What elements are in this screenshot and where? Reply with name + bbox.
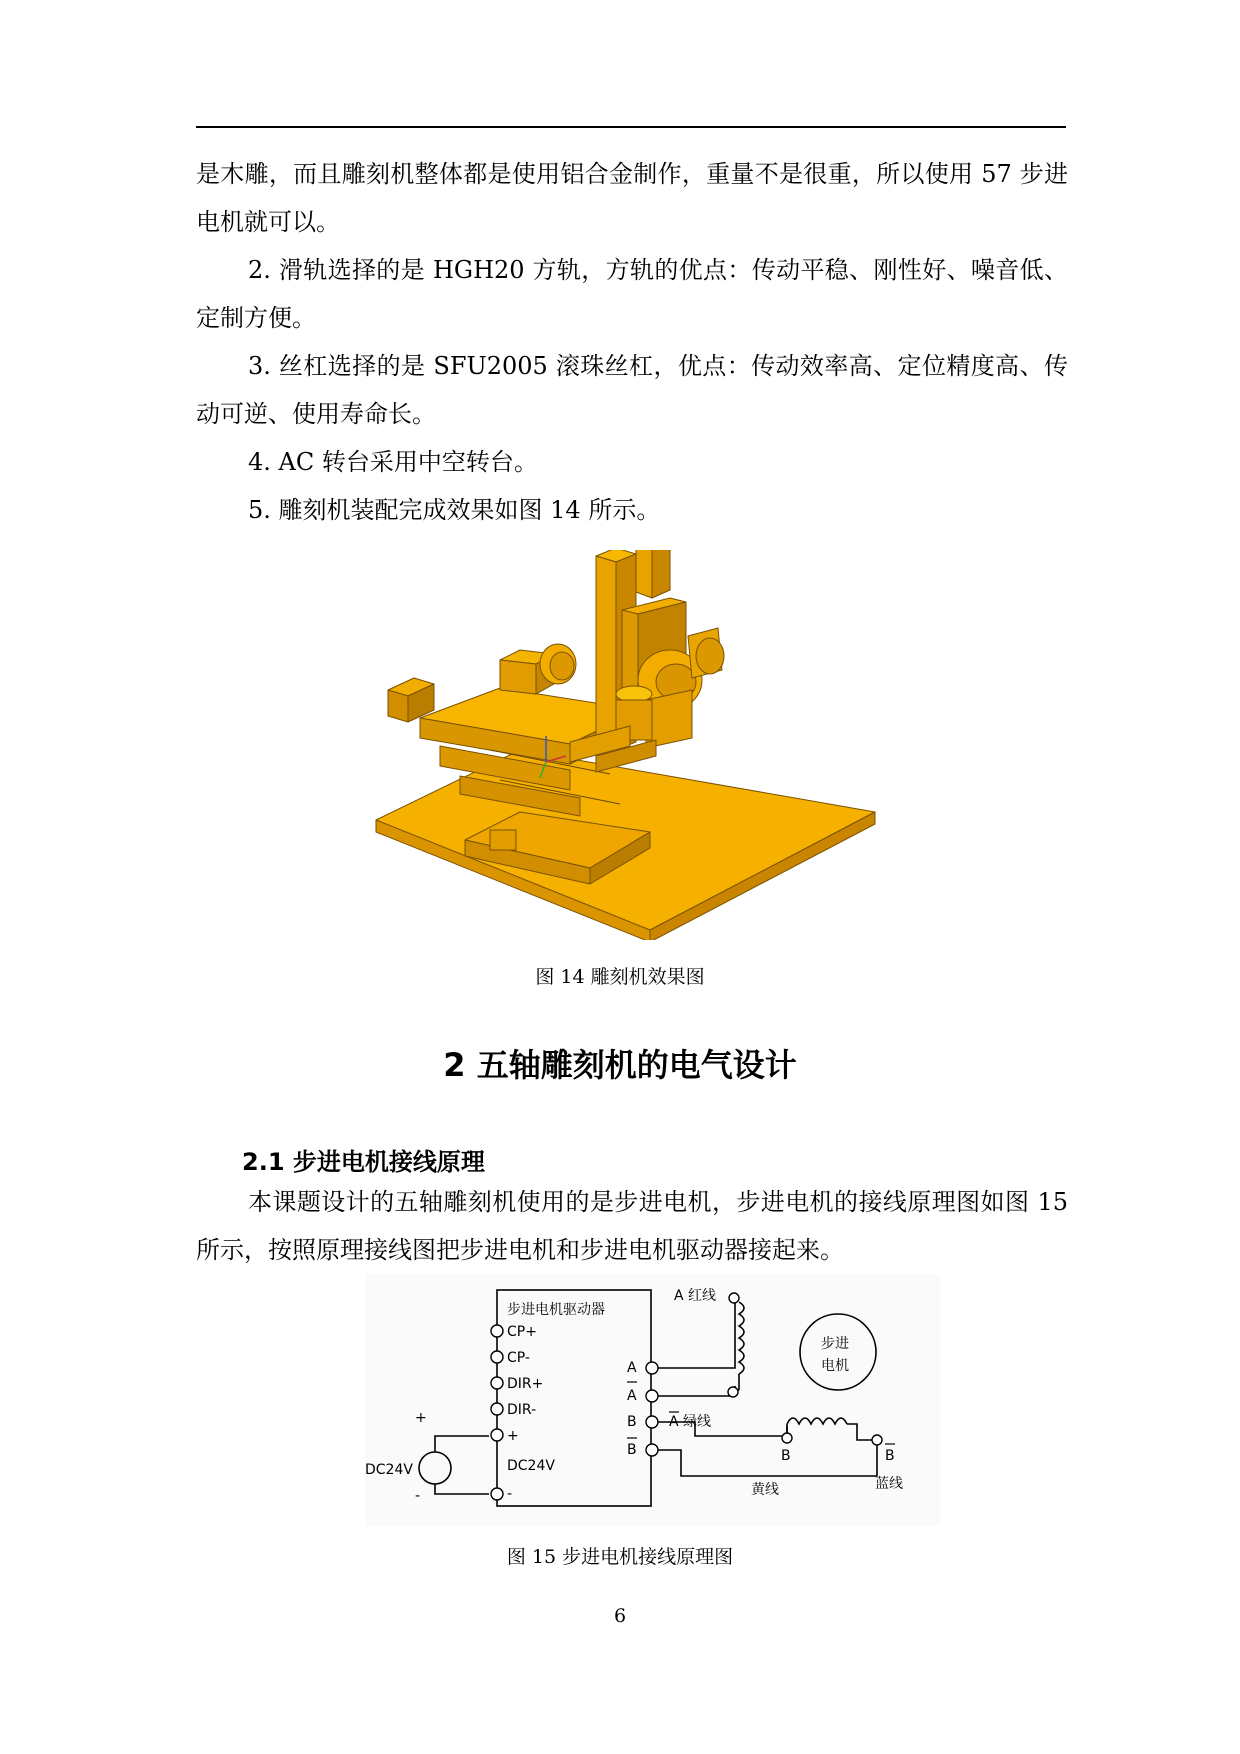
source-plus-sign: + [415,1410,427,1426]
paragraph-item-3: 3. 丝杠选择的是 SFU2005 滚珠丝杠，优点：传动效率高、定位精度高、传动可逆、使用寿命长。 [196,352,1068,428]
coil-b-bar-label: B [885,1448,895,1464]
source-minus-sign: - [415,1488,421,1504]
driver-title: 步进电机驱动器 [507,1302,605,1318]
figure-14-caption: 图 14 雕刻机效果图 [535,966,705,988]
paragraph-continuation: 是木雕，而且雕刻机整体都是使用铝合金制作，重量不是很重，所以使用 57 步进电机就可以。 [196,160,1068,236]
paragraph-item-2: 2. 滑轨选择的是 HGH20 方轨，方轨的优点：传动平稳、刚性好、噪音低、定制方便。 [196,256,1068,332]
paragraph-intro: 本课题设计的五轴雕刻机使用的是步进电机，步进电机的接线原理图如图 15 所示，按照原理接线图把步进电机和步进电机驱动器接起来。 [196,1188,1068,1264]
motor-label-top: 步进 [821,1336,849,1352]
driver-power-label: DC24V [507,1458,555,1474]
terminal-dir-plus: DIR+ [507,1376,544,1392]
terminal-cp-plus: CP+ [507,1324,537,1340]
terminal-a: A [627,1360,637,1376]
wire-a-red-label: A 红线 [674,1288,717,1304]
terminal-b-bar: B [627,1442,637,1458]
terminal-cp-minus: CP- [507,1350,530,1366]
header-rule [196,126,1066,128]
subsection-heading: 2.1 步进电机接线原理 [242,1148,485,1176]
figure-15-caption: 图 15 步进电机接线原理图 [506,1546,734,1568]
engraving-machine-illustration [370,550,890,940]
terminal-dir-minus: DIR- [507,1402,537,1418]
wire-b-yellow-label: 黄线 [751,1482,779,1498]
terminal-power-minus: - [507,1486,513,1502]
wire-a-bar-green-label: A 绿线 [669,1414,712,1430]
coil-b-label: B [781,1448,791,1464]
wire-b-bar-blue-label: 蓝线 [875,1476,903,1492]
terminal-b: B [627,1414,637,1430]
section-heading: 2 五轴雕刻机的电气设计 [443,1046,797,1084]
paragraph-item-4: 4. AC 转台采用中空转台。 [248,448,538,476]
paragraph-item-5: 5. 雕刻机装配完成效果如图 14 所示。 [248,496,661,524]
source-voltage-label: DC24V [365,1462,413,1478]
wiring-diagram [365,1274,940,1526]
figure-14-engraving-machine [370,550,890,944]
terminal-power-plus: + [507,1428,519,1444]
figure-15-wiring-diagram [365,1274,940,1530]
motor-label-bottom: 电机 [821,1358,849,1374]
page-number: 6 [613,1605,627,1627]
terminal-a-bar: A [627,1388,637,1404]
